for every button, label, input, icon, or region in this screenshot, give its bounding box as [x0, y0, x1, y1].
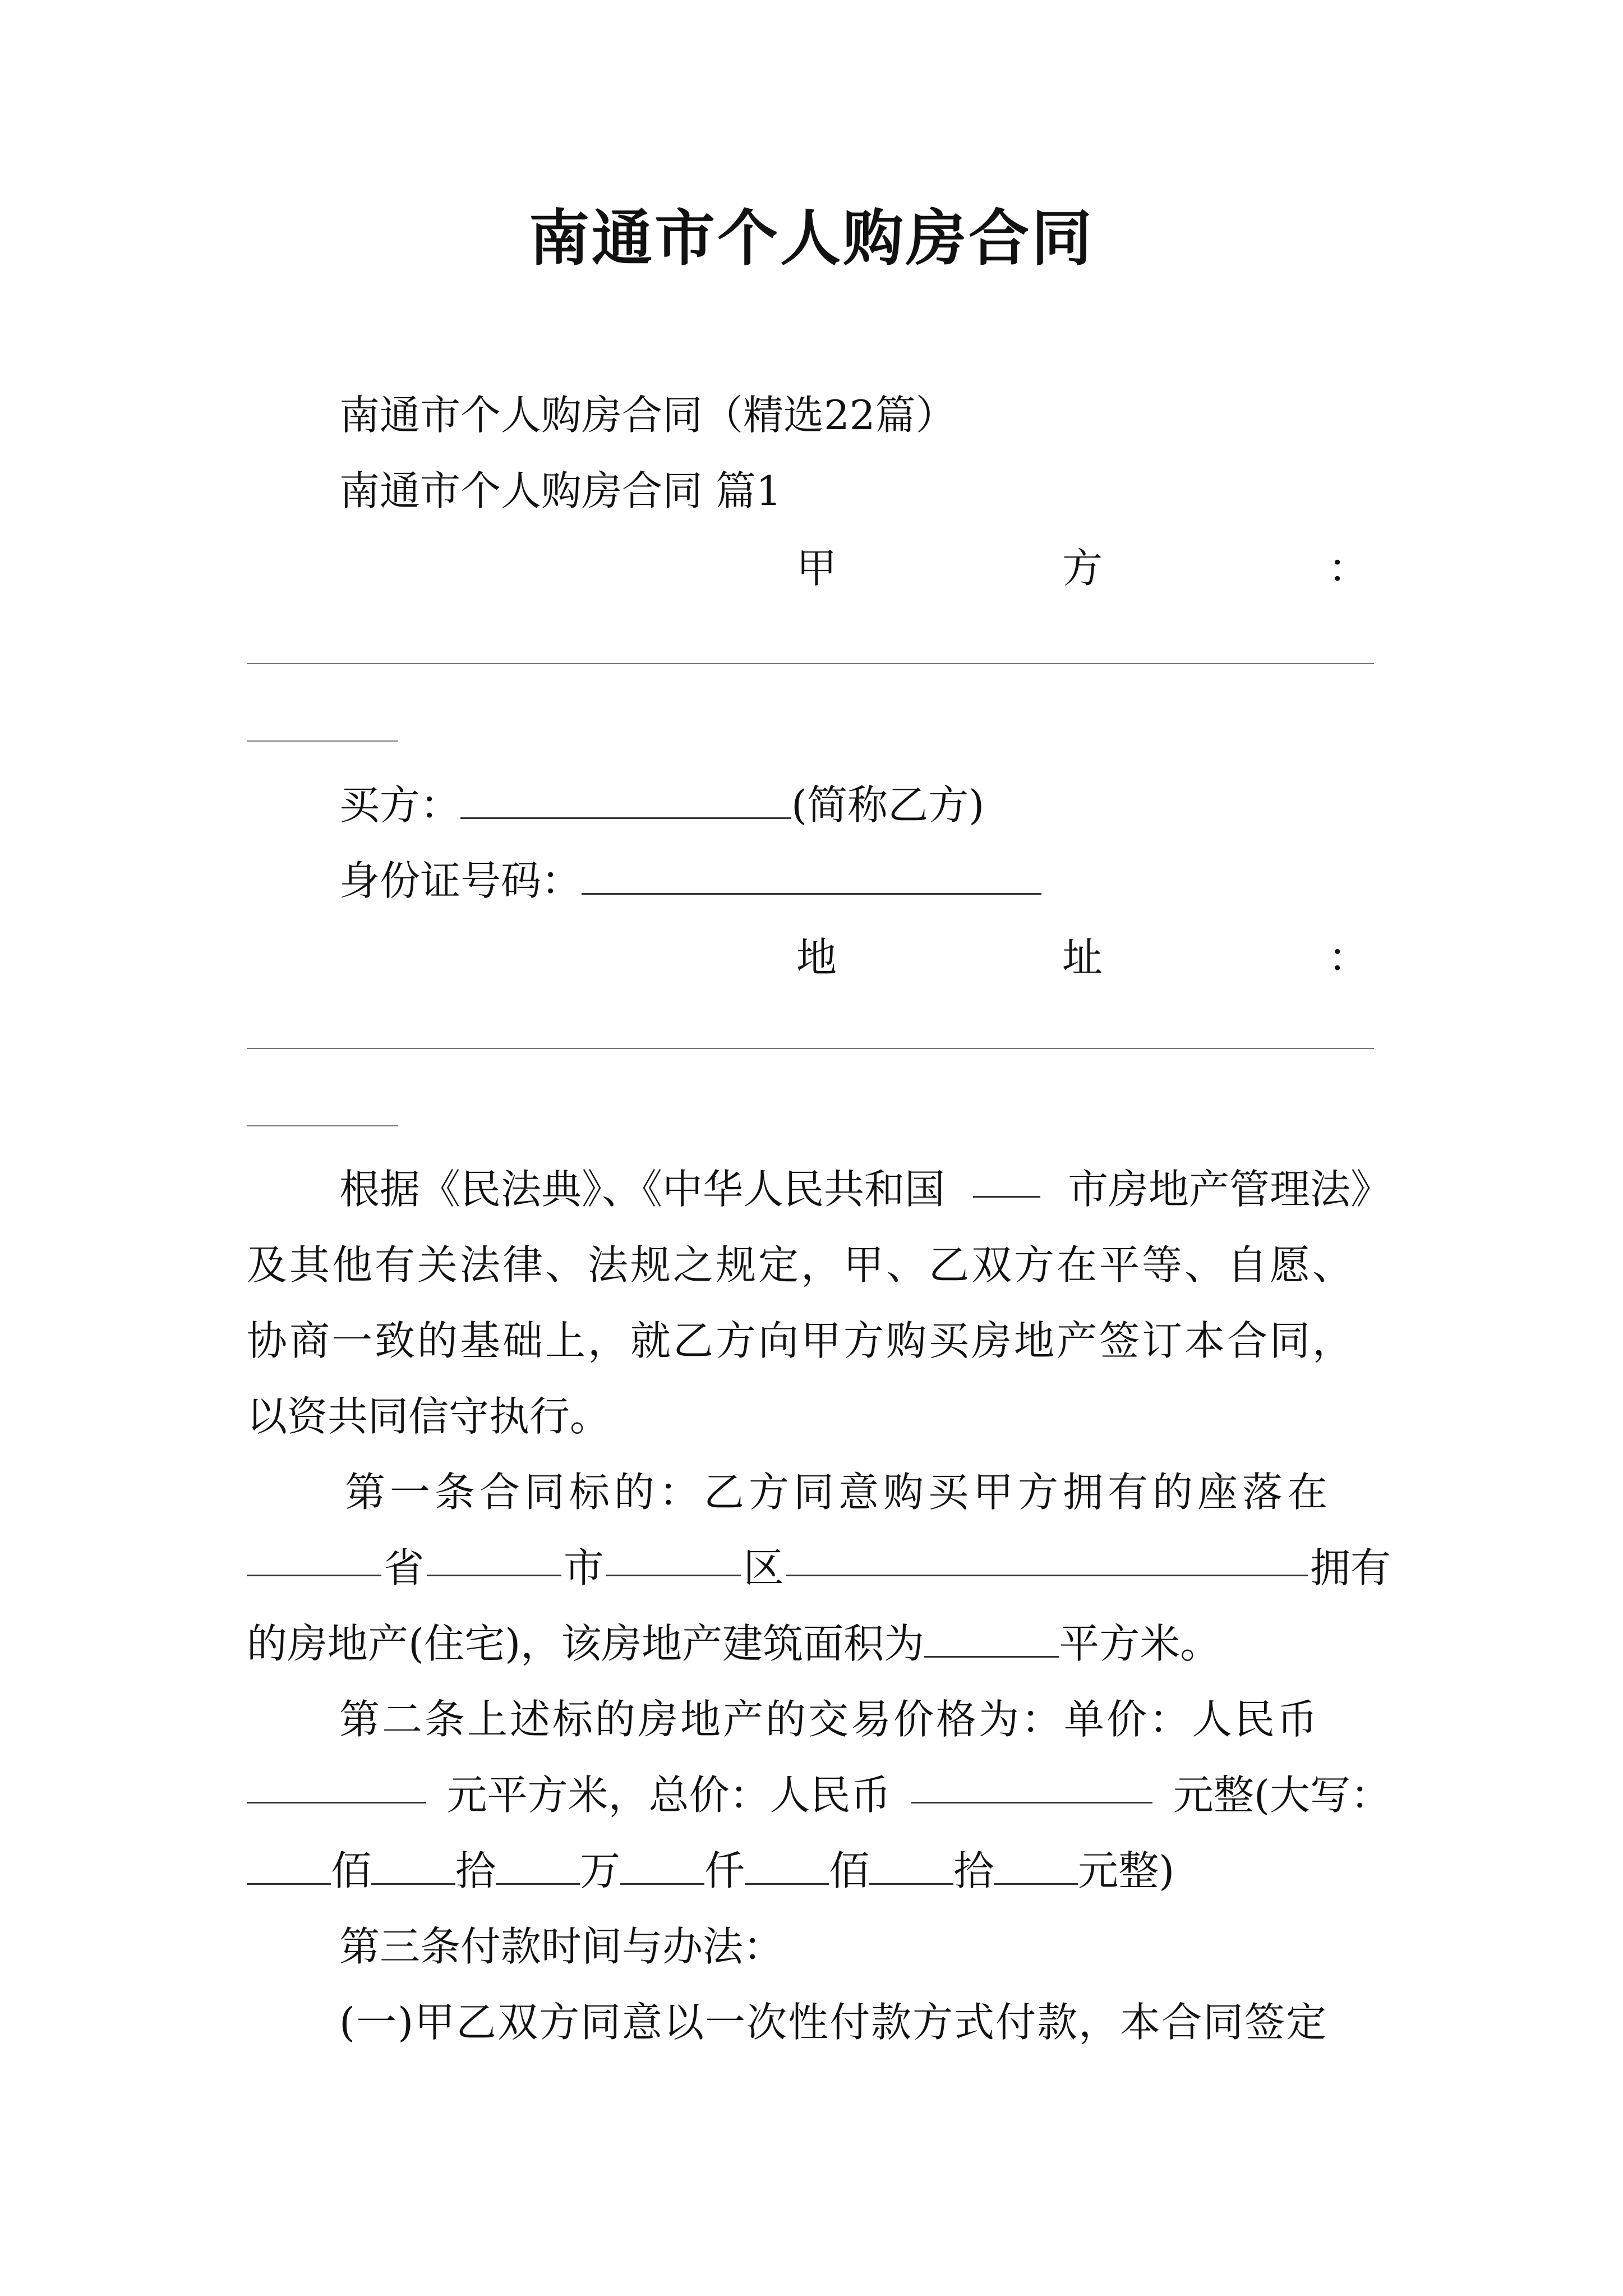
article2-line1: 第二条上述标的房地产的交易价格为：单价：人民币 [339, 1696, 1320, 1743]
party-a-blank-rule-short [247, 740, 398, 742]
para1-line3: 协商一致的基础上，就乙方向甲方购买房地产签订本合同， [247, 1317, 1355, 1364]
total-price-blank [911, 1767, 1152, 1803]
address-blank-rule [247, 1048, 1374, 1049]
buyer-line [339, 777, 984, 833]
city-blank [973, 1161, 1040, 1198]
article3-item1: (一)甲乙双方同意以一次性付款方式付款，本合同签定 [339, 1999, 1328, 2046]
buyer-label: 买方： [339, 781, 461, 829]
address-blank-rule-short [247, 1125, 398, 1126]
section-heading: 南通市个人购房合同 篇1 [339, 467, 782, 514]
article1-line2: 省 市 区 拥有 [247, 1540, 1391, 1596]
para1-line2: 及其他有关法律、法规之规定，甲、乙双方在平等、自愿、 [247, 1241, 1355, 1289]
buyer-suffix: (简称乙方) [791, 781, 985, 829]
article3-heading: 第三条付款时间与办法： [339, 1923, 784, 1970]
party-a-blank-rule [247, 663, 1374, 664]
article1-line3: 的房地产(住宅)，该房地产建筑面积为 平方米。 [247, 1620, 1221, 1667]
unit-price-blank [247, 1767, 426, 1803]
area-blank [924, 1621, 1059, 1658]
article1-line1: 第一条合同标的：乙方同意购买甲方拥有的座落在 [345, 1469, 1332, 1516]
article2-line2: 元平方米，总价：人民币 元整(大写： [247, 1767, 1391, 1823]
article2-line3: 佰 拾 万 仟 佰 拾 元整) [247, 1843, 1174, 1899]
district-blank [606, 1540, 741, 1576]
location-blank [786, 1540, 1308, 1576]
id-number-line [339, 853, 1041, 909]
para1-line1: 根据《民法典》、《中华人民共和国 市房地产管理法》 [247, 1161, 1391, 1217]
subtitle: 南通市个人购房合同（精选22篇） [339, 392, 956, 439]
para1-line4: 以资共同信守执行。 [247, 1393, 611, 1440]
id-number-label: 身份证号码： [339, 857, 582, 904]
id-number-blank [582, 858, 1041, 895]
address-label: 地 址 ： [796, 934, 1368, 981]
city2-blank [427, 1540, 561, 1576]
province-blank [247, 1540, 381, 1576]
party-a-label: 甲 方 ： [796, 545, 1368, 592]
page-title: 南通市个人购房合同 [528, 203, 1094, 274]
buyer-name-blank [460, 783, 791, 819]
